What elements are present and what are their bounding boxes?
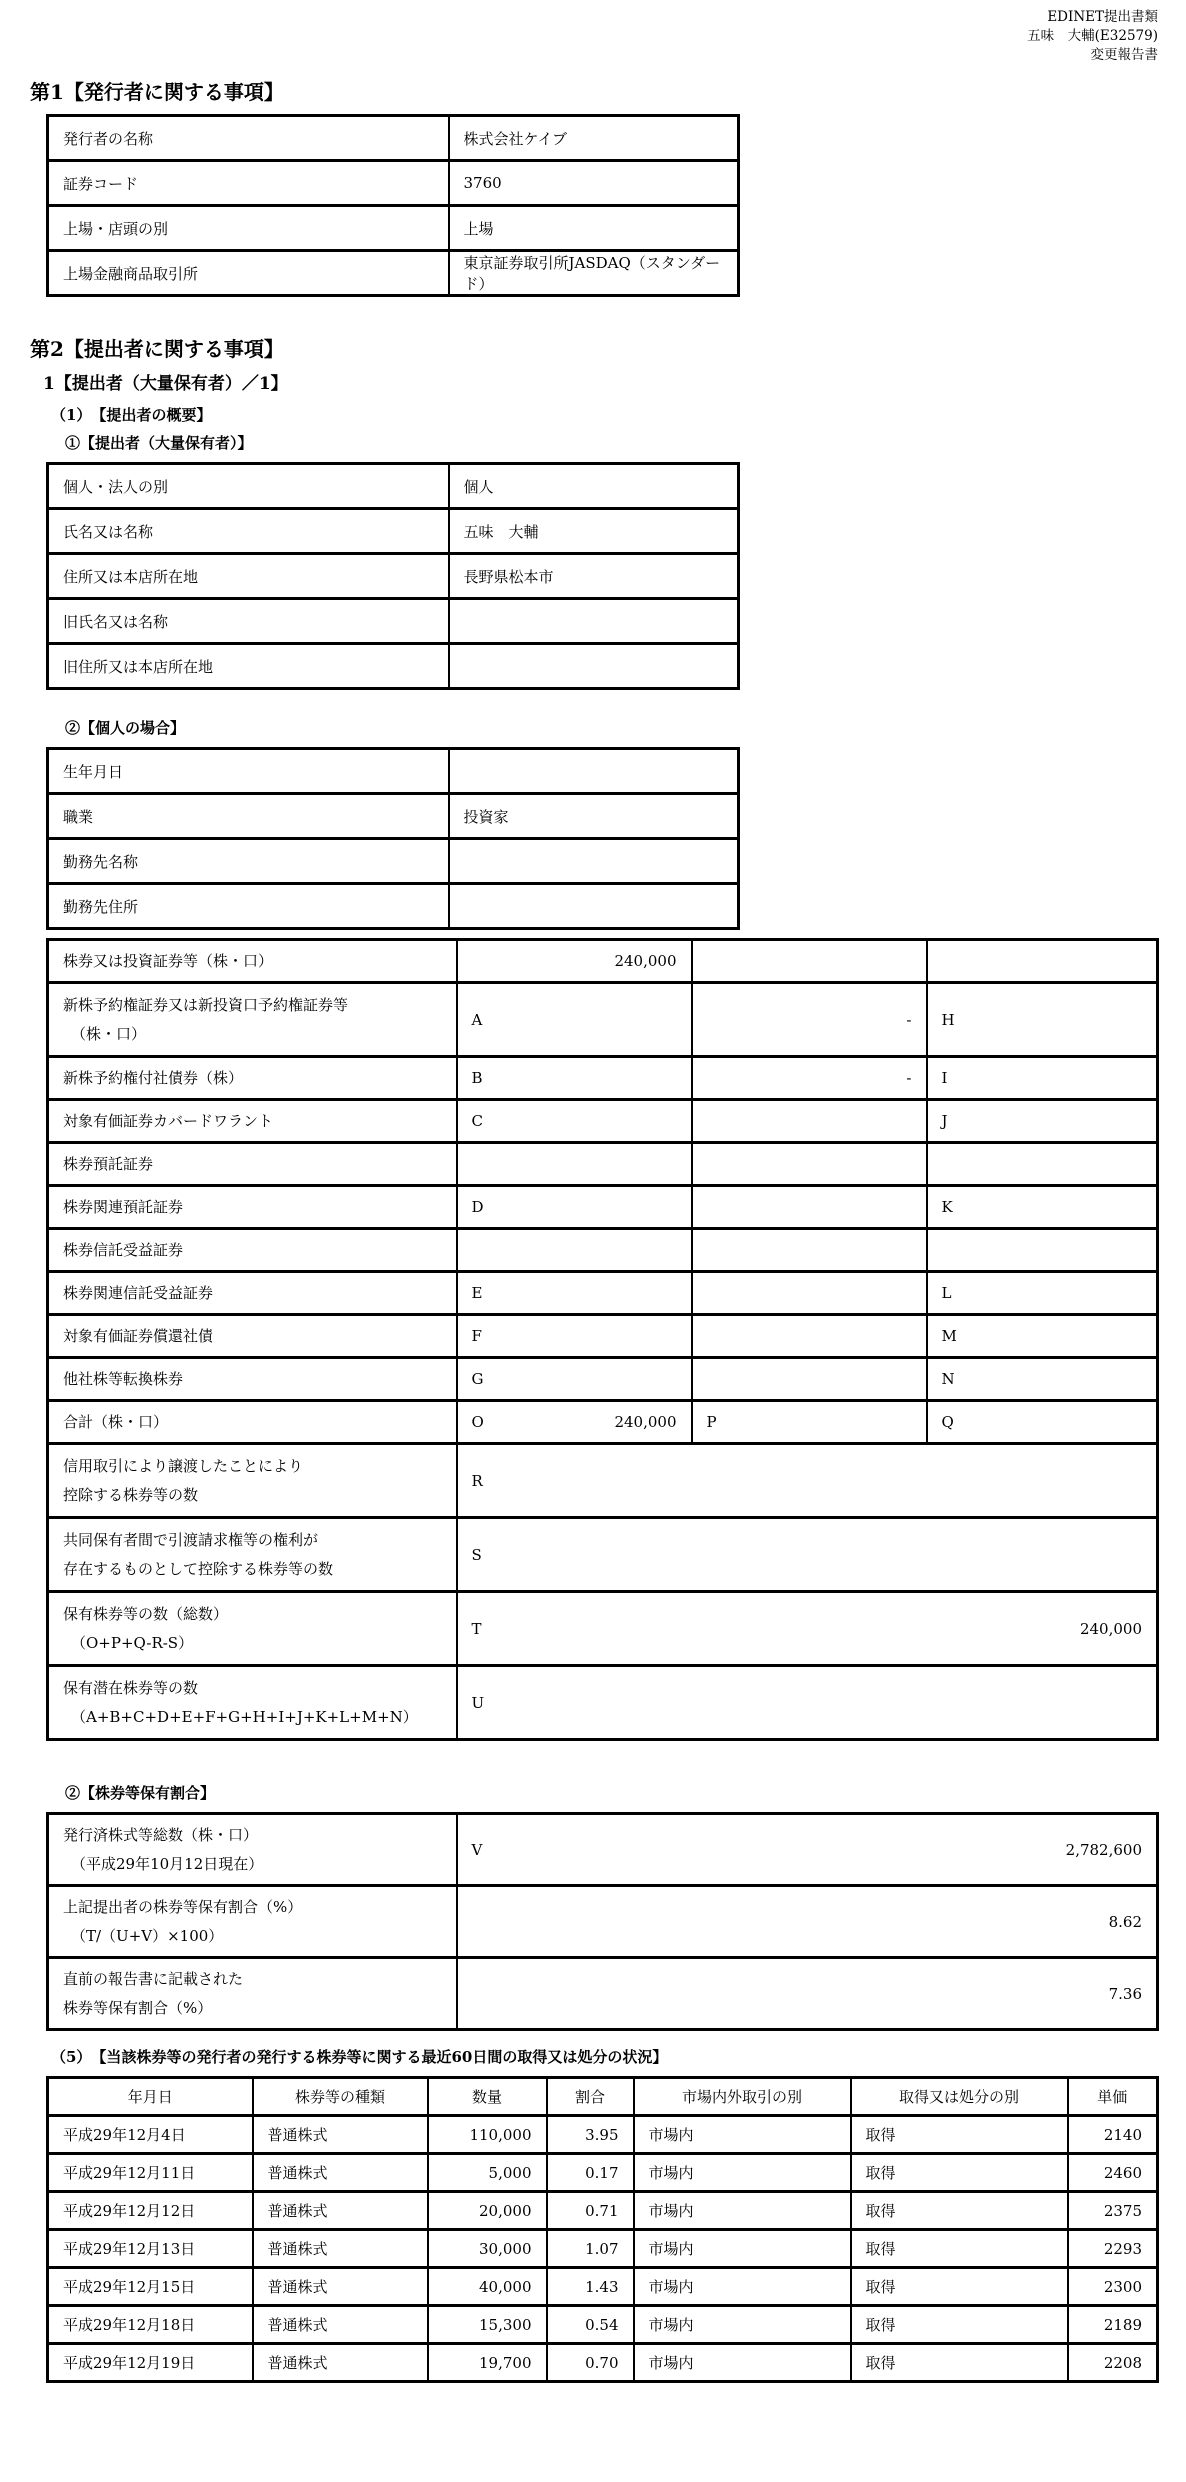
tx-date: 平成29年12月19日 — [48, 2344, 253, 2382]
label-line-1: 信用取引により譲渡したことにより — [63, 1456, 304, 1475]
code-letter: S — [471, 1545, 482, 1564]
dash-value: - — [906, 1010, 912, 1029]
tx-market: 市場内 — [634, 2192, 851, 2230]
table-header-row — [48, 2078, 1158, 2116]
row-label: 職業 — [48, 794, 449, 839]
tx-acquisition: 取得 — [851, 2344, 1068, 2382]
code-letter: R — [471, 1471, 483, 1490]
col-header-price: 単価 — [1068, 2078, 1158, 2116]
table-row — [48, 1401, 1158, 1444]
label-line-1: 共同保有者間で引渡請求権等の権利が — [63, 1530, 319, 1549]
code-letter: U — [471, 1693, 485, 1712]
tx-date: 平成29年12月15日 — [48, 2268, 253, 2306]
table-row — [48, 1886, 1158, 1958]
tx-market: 市場内 — [634, 2230, 851, 2268]
value-cell — [457, 1814, 1158, 1886]
tx-acquisition: 取得 — [851, 2230, 1068, 2268]
row-label: 合計（株・口） — [48, 1401, 457, 1444]
shares-count: 240,000 — [614, 952, 677, 970]
tx-ratio: 0.71 — [547, 2192, 634, 2230]
row-label: 株券関連信託受益証券 — [48, 1272, 457, 1315]
row-value: 個人 — [449, 464, 739, 509]
transactions-title: （5） 【当該株券等の発行者の発行する株券等に関する最近60日間の取得又は処分の状況】 — [51, 2048, 668, 2066]
table-row — [48, 2306, 1158, 2344]
tx-quantity: 30,000 — [428, 2230, 547, 2268]
row-value: 五味 大輔 — [449, 509, 739, 554]
code-letter-cell: L — [927, 1272, 1158, 1315]
empty-cell — [692, 1186, 927, 1229]
label-line-2: 株券等保有割合（%） — [63, 1998, 213, 2017]
empty-cell — [927, 1143, 1158, 1186]
section2-subtitle-filer: 1【提出者（大量保有者）／1】 — [43, 374, 288, 394]
label-line-1: 直前の報告書に記載された — [63, 1969, 244, 1988]
tx-price: 2189 — [1068, 2306, 1158, 2344]
code-letter: V — [471, 1840, 483, 1859]
tx-type: 普通株式 — [253, 2344, 428, 2382]
held-shares-total: 240,000 — [1079, 1619, 1142, 1638]
table-row — [48, 1143, 1158, 1186]
tx-ratio: 0.70 — [547, 2344, 634, 2382]
table-row — [48, 644, 739, 689]
tx-price: 2208 — [1068, 2344, 1158, 2382]
tx-type: 普通株式 — [253, 2306, 428, 2344]
tx-quantity: 40,000 — [428, 2268, 547, 2306]
value-cell — [692, 983, 927, 1057]
table-row — [48, 1592, 1158, 1666]
tx-ratio: 3.95 — [547, 2116, 634, 2154]
code-letter: T — [471, 1619, 482, 1638]
row-label: 他社株等転換株券 — [48, 1358, 457, 1401]
tx-market: 市場内 — [634, 2306, 851, 2344]
label-line-2: （O+P+Q-R-S） — [71, 1633, 194, 1652]
label-line-2: （T/（U+V）×100） — [71, 1926, 224, 1945]
total-shares: 240,000 — [614, 1413, 677, 1431]
row-value — [449, 884, 739, 929]
value-cell — [457, 1057, 692, 1100]
tx-type: 普通株式 — [253, 2268, 428, 2306]
tx-acquisition: 取得 — [851, 2116, 1068, 2154]
previous-holding-ratio: 7.36 — [1108, 1984, 1142, 2003]
row-value — [449, 644, 739, 689]
tx-type: 普通株式 — [253, 2154, 428, 2192]
table-row — [48, 464, 739, 509]
doc-header-source: EDINET提出書類 — [1047, 9, 1158, 25]
label-line-2: （A+B+C+D+E+F+G+H+I+J+K+L+M+N） — [71, 1707, 418, 1726]
row-label: 勤務先住所 — [48, 884, 449, 929]
tx-market: 市場内 — [634, 2268, 851, 2306]
table-row — [48, 1100, 1158, 1143]
table-row — [48, 116, 739, 161]
tx-quantity: 19,700 — [428, 2344, 547, 2382]
label-line-2: 存在するものとして控除する株券等の数 — [63, 1559, 334, 1578]
label-line-1: 新株予約権証券又は新投資口予約権証券等 — [63, 995, 349, 1014]
row-label — [48, 1592, 457, 1666]
table-row — [48, 161, 739, 206]
col-header-type: 株券等の種類 — [253, 2078, 428, 2116]
tx-quantity: 5,000 — [428, 2154, 547, 2192]
section2-title: 第2【提出者に関する事項】 — [30, 337, 284, 361]
row-label — [48, 1518, 457, 1592]
shares-count-cell — [457, 940, 692, 983]
row-label: 対象有価証券カバードワラント — [48, 1100, 457, 1143]
code-letter: B — [471, 1069, 483, 1087]
code-letter-cell: E — [457, 1272, 692, 1315]
tx-market: 市場内 — [634, 2344, 851, 2382]
row-label: 発行者の名称 — [48, 116, 449, 161]
table-row — [48, 1518, 1158, 1592]
row-value — [449, 749, 739, 794]
issuer-table — [46, 114, 740, 297]
row-label: 新株予約権付社債券（株） — [48, 1057, 457, 1100]
merged-value-cell — [457, 1666, 1158, 1740]
table-row — [48, 2344, 1158, 2382]
tx-price: 2375 — [1068, 2192, 1158, 2230]
tx-type: 普通株式 — [253, 2230, 428, 2268]
merged-value-cell — [457, 1518, 1158, 1592]
table-row — [48, 2116, 1158, 2154]
tx-type: 普通株式 — [253, 2116, 428, 2154]
code-letter-cell: K — [927, 1186, 1158, 1229]
row-label: 株券関連預託証券 — [48, 1186, 457, 1229]
empty-cell — [927, 1229, 1158, 1272]
row-label: 個人・法人の別 — [48, 464, 449, 509]
empty-cell — [692, 1272, 927, 1315]
code-letter-cell: D — [457, 1186, 692, 1229]
ratio-title: ②【株券等保有割合】 — [65, 1784, 216, 1802]
tx-market: 市場内 — [634, 2154, 851, 2192]
code-letter-cell: C — [457, 1100, 692, 1143]
row-label: 株券預託証券 — [48, 1143, 457, 1186]
row-label: 旧氏名又は名称 — [48, 599, 449, 644]
table-row — [48, 2230, 1158, 2268]
row-label — [48, 1814, 457, 1886]
code-letter: A — [471, 1010, 483, 1029]
table-row — [48, 2268, 1158, 2306]
table-row — [48, 599, 739, 644]
row-value: 東京証券取引所JASDAQ（スタンダード） — [449, 251, 739, 296]
row-label: 旧住所又は本店所在地 — [48, 644, 449, 689]
table-row — [48, 1057, 1158, 1100]
code-letter: O — [471, 1413, 484, 1431]
row-label: 上場金融商品取引所 — [48, 251, 449, 296]
table-row — [48, 2154, 1158, 2192]
col-header-ratio: 割合 — [547, 2078, 634, 2116]
value-cell — [692, 1057, 927, 1100]
tx-type: 普通株式 — [253, 2192, 428, 2230]
col-header-market: 市場内外取引の別 — [634, 2078, 851, 2116]
row-label: 住所又は本店所在地 — [48, 554, 449, 599]
table-row — [48, 251, 739, 296]
row-value — [449, 839, 739, 884]
code-letter-cell: N — [927, 1358, 1158, 1401]
row-value: 投資家 — [449, 794, 739, 839]
holdings-table — [46, 938, 1159, 1741]
row-label — [48, 1958, 457, 2030]
label-line-2: （平成29年10月12日現在） — [71, 1854, 264, 1873]
tx-quantity: 20,000 — [428, 2192, 547, 2230]
row-label: 生年月日 — [48, 749, 449, 794]
row-label: 証券コード — [48, 161, 449, 206]
tx-price: 2293 — [1068, 2230, 1158, 2268]
transactions-table — [46, 2076, 1159, 2383]
tx-acquisition: 取得 — [851, 2268, 1068, 2306]
label-line-1: 保有潜在株券等の数 — [63, 1678, 199, 1697]
col-header-date: 年月日 — [48, 2078, 253, 2116]
row-label: 対象有価証券償還社債 — [48, 1315, 457, 1358]
table-row — [48, 839, 739, 884]
tx-date: 平成29年12月12日 — [48, 2192, 253, 2230]
empty-cell — [927, 940, 1158, 983]
table-row — [48, 554, 739, 599]
table-row — [48, 1958, 1158, 2030]
section2-subtitle-holder: ①【提出者（大量保有者）】 — [65, 434, 253, 452]
empty-cell — [457, 1143, 692, 1186]
table-row — [48, 1666, 1158, 1740]
table-row — [48, 794, 739, 839]
tx-price: 2460 — [1068, 2154, 1158, 2192]
individual-title: ②【個人の場合】 — [65, 719, 186, 737]
table-row — [48, 2192, 1158, 2230]
empty-cell — [692, 1358, 927, 1401]
code-letter-cell: I — [927, 1057, 1158, 1100]
row-label: 株券又は投資証券等（株・口） — [48, 940, 457, 983]
value-cell — [457, 1886, 1158, 1958]
tx-price: 2140 — [1068, 2116, 1158, 2154]
doc-header-filer: 五味 大輔(E32579) — [1027, 28, 1158, 44]
merged-value-cell — [457, 1592, 1158, 1666]
filer-table — [46, 462, 740, 690]
section2-subtitle-overview: （1） 【提出者の概要】 — [51, 406, 212, 424]
code-letter-cell: P — [692, 1401, 927, 1444]
issued-shares-total: 2,782,600 — [1065, 1840, 1142, 1859]
row-label: 株券信託受益証券 — [48, 1229, 457, 1272]
total-cell — [457, 1401, 692, 1444]
label-line-2: 控除する株券等の数 — [63, 1485, 199, 1504]
tx-quantity: 110,000 — [428, 2116, 547, 2154]
table-row — [48, 206, 739, 251]
row-label: 氏名又は名称 — [48, 509, 449, 554]
row-value: 長野県松本市 — [449, 554, 739, 599]
empty-cell — [692, 1100, 927, 1143]
ratio-table — [46, 1812, 1159, 2031]
table-row — [48, 983, 1158, 1057]
tx-acquisition: 取得 — [851, 2306, 1068, 2344]
row-label: 勤務先名称 — [48, 839, 449, 884]
tx-date: 平成29年12月4日 — [48, 2116, 253, 2154]
col-header-acquisition: 取得又は処分の別 — [851, 2078, 1068, 2116]
code-letter-cell: H — [927, 983, 1158, 1057]
row-label — [48, 1886, 457, 1958]
empty-cell — [457, 1229, 692, 1272]
table-row — [48, 1814, 1158, 1886]
tx-ratio: 1.43 — [547, 2268, 634, 2306]
row-label — [48, 1444, 457, 1518]
tx-ratio: 0.17 — [547, 2154, 634, 2192]
label-line-1: 上記提出者の株券等保有割合（%） — [63, 1897, 303, 1916]
table-row — [48, 509, 739, 554]
section1-title: 第1【発行者に関する事項】 — [30, 80, 284, 104]
empty-cell — [692, 1315, 927, 1358]
individual-table — [46, 747, 740, 930]
tx-acquisition: 取得 — [851, 2154, 1068, 2192]
code-letter-cell: J — [927, 1100, 1158, 1143]
table-row — [48, 940, 1158, 983]
col-header-quantity: 数量 — [428, 2078, 547, 2116]
tx-date: 平成29年12月11日 — [48, 2154, 253, 2192]
tx-quantity: 15,300 — [428, 2306, 547, 2344]
row-value: 株式会社ケイブ — [449, 116, 739, 161]
code-letter-cell: Q — [927, 1401, 1158, 1444]
doc-header — [1027, 8, 1158, 65]
tx-date: 平成29年12月13日 — [48, 2230, 253, 2268]
value-cell — [457, 1958, 1158, 2030]
tx-ratio: 1.07 — [547, 2230, 634, 2268]
dash-value: - — [906, 1069, 912, 1087]
empty-cell — [692, 1143, 927, 1186]
tx-market: 市場内 — [634, 2116, 851, 2154]
doc-header-doctype: 変更報告書 — [1090, 47, 1158, 63]
table-row — [48, 1315, 1158, 1358]
code-letter-cell: G — [457, 1358, 692, 1401]
row-label: 上場・店頭の別 — [48, 206, 449, 251]
holding-ratio: 8.62 — [1108, 1912, 1142, 1931]
tx-date: 平成29年12月18日 — [48, 2306, 253, 2344]
value-cell — [457, 983, 692, 1057]
table-row — [48, 884, 739, 929]
table-row — [48, 1444, 1158, 1518]
tx-ratio: 0.54 — [547, 2306, 634, 2344]
label-line-1: 発行済株式等総数（株・口） — [63, 1825, 259, 1844]
row-label — [48, 983, 457, 1057]
label-line-2: （株・口） — [71, 1024, 147, 1043]
row-value: 3760 — [449, 161, 739, 206]
table-row — [48, 749, 739, 794]
code-letter-cell: F — [457, 1315, 692, 1358]
merged-value-cell — [457, 1444, 1158, 1518]
table-row — [48, 1229, 1158, 1272]
table-row — [48, 1358, 1158, 1401]
table-row — [48, 1186, 1158, 1229]
tx-price: 2300 — [1068, 2268, 1158, 2306]
tx-acquisition: 取得 — [851, 2192, 1068, 2230]
row-label — [48, 1666, 457, 1740]
empty-cell — [692, 940, 927, 983]
row-value — [449, 599, 739, 644]
row-value: 上場 — [449, 206, 739, 251]
label-line-1: 保有株券等の数（総数） — [63, 1604, 229, 1623]
empty-cell — [692, 1229, 927, 1272]
code-letter-cell: M — [927, 1315, 1158, 1358]
table-row — [48, 1272, 1158, 1315]
